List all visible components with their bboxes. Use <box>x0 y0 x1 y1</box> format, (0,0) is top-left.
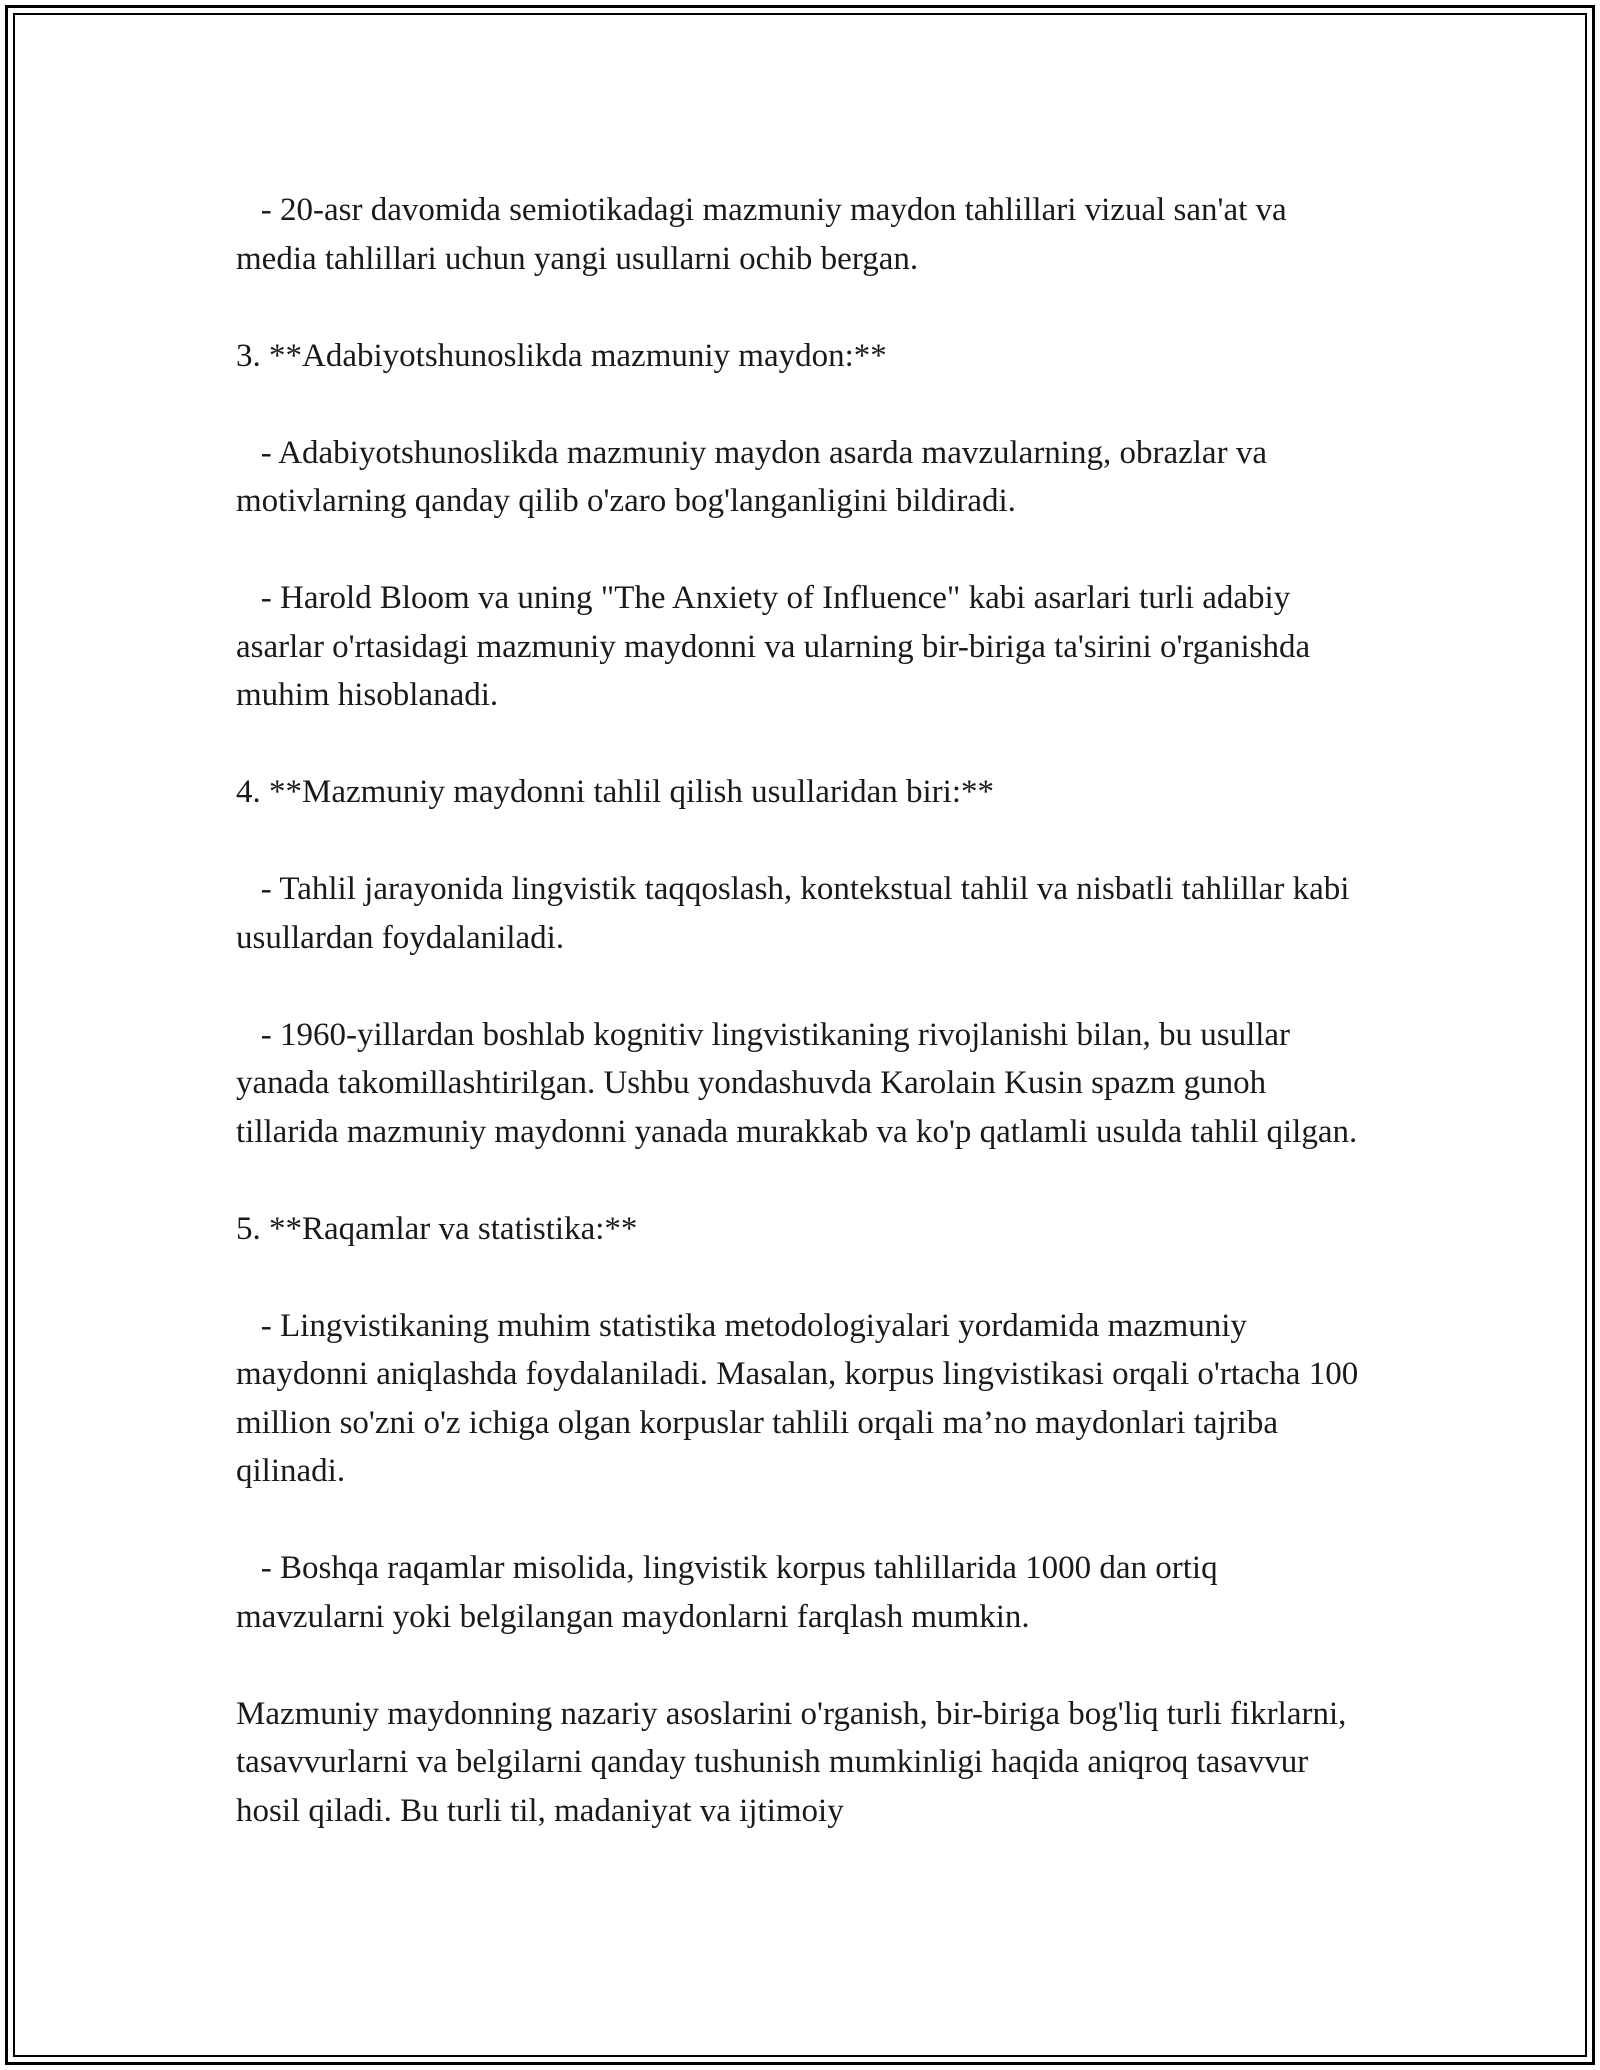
paragraph-cognitive-linguistics: - 1960-yillardan boshlab kognitiv lingvistikaning rivojlanishi bilan, bu usullar yanada takomillashtirilgan. Ushbu yondashuvda Karolain Kusin spazm gunoh tillarida mazmuniy maydonni yanada murakkab va ko'p qatlamli usulda tahlil qilgan. <box>236 1016 1358 1150</box>
paragraph-corpus-statistics: - Lingvistikaning muhim statistika metodologiyalari yordamida mazmuniy maydonni aniqlashda foydalaniladi. Masalan, korpus lingvistikasi orqali o'rtacha 100 million so'zni o'z ichiga olgan korpuslar tahlili orqali ma’no maydonlari tajriba qilinadi. <box>236 1307 1367 1489</box>
section-heading-literary-studies: 3. **Adabiyotshunoslikda mazmuniy maydon:** <box>236 337 887 374</box>
paragraph-analysis-techniques: - Tahlil jarayonida lingvistik taqqoslash, kontekstual tahlil va nisbatli tahlillar kabi usullardan foydalaniladi. <box>236 871 1358 956</box>
paragraph-conclusion: Mazmuniy maydonning nazariy asoslarini o'rganish, bir-biriga bog'liq turli fikrlarni, tasavvurlarni va belgilarni qanday tushunish mumkinligi haqida aniqroq tasavvur hosil qiladi. Bu turli til, madaniyat va ijtimoiy <box>236 1695 1355 1829</box>
section-heading-statistics: 5. **Raqamlar va statistika:** <box>236 1210 638 1247</box>
section-heading-analysis-methods: 4. **Mazmuniy maydonni tahlil qilish usullaridan biri:** <box>236 774 995 810</box>
paragraph-semiotics-note: - 20-asr davomida semiotikadagi mazmuniy maydon tahlillari vizual san'at va media tahlillari uchun yangi usullarni ochib bergan. <box>236 192 1295 277</box>
paragraph-other-numbers: - Boshqa raqamlar misolida, lingvistik korpus tahlillarida 1000 dan ortiq mavzularni yoki belgilangan maydonlarni farqlash mumkin. <box>236 1550 1226 1635</box>
paragraph-literary-definition: - Adabiyotshunoslikda mazmuniy maydon asarda mavzularning, obrazlar va motivlarning qanday qilib o'zaro bog'langanligini bildiradi. <box>236 434 1276 519</box>
document-body <box>236 186 1366 1835</box>
paragraph-harold-bloom: - Harold Bloom va uning "The Anxiety of Influence" kabi asarlari turli adabiy asarlar o'rtasidagi mazmuniy maydonni va ularning bir-biriga ta'sirini o'rganishda muhim hisoblanadi. <box>236 580 1319 713</box>
